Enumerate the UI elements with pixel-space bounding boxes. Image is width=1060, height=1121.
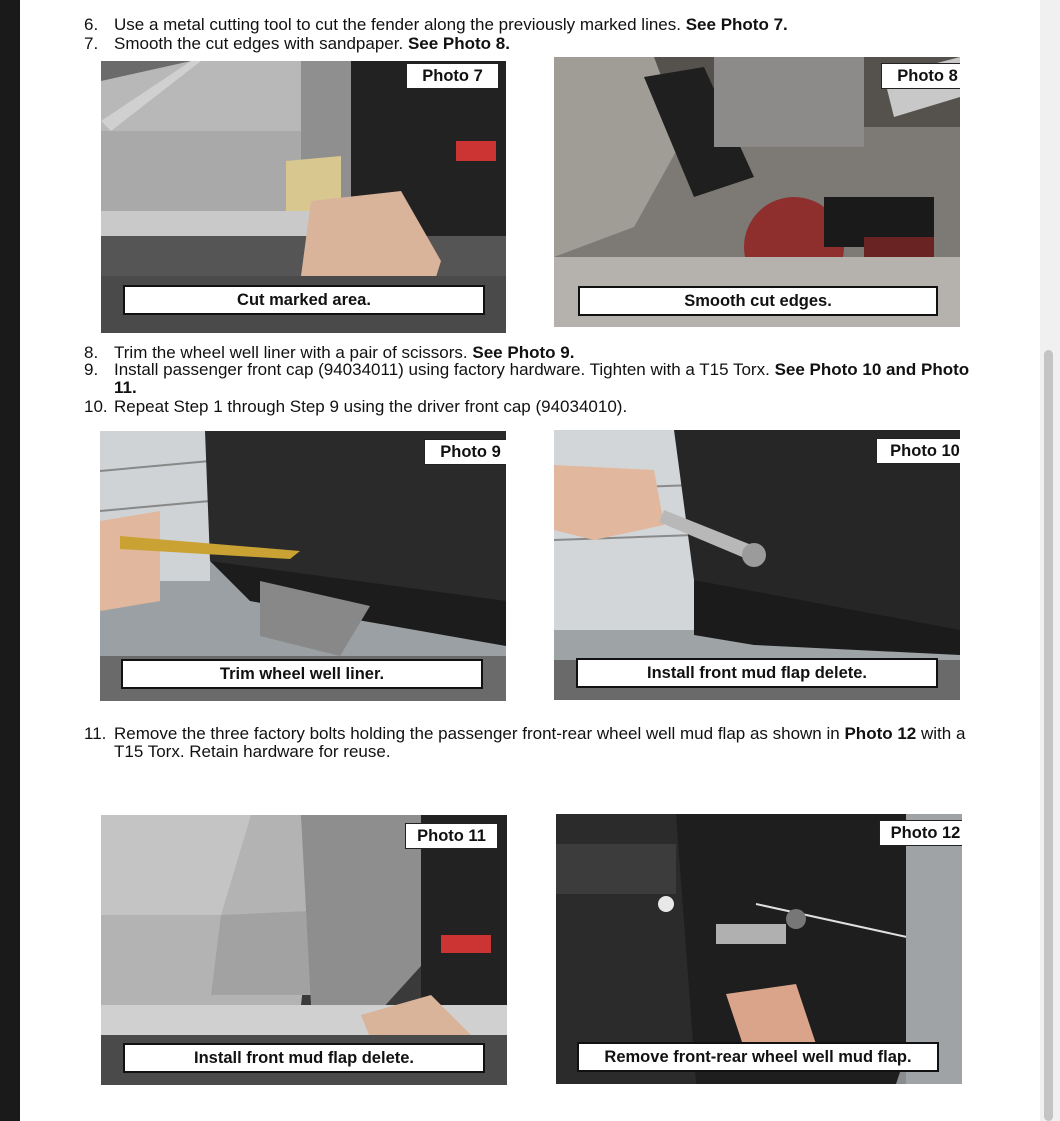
step-number: 8.: [84, 343, 99, 362]
photo-reference: Photo 12: [844, 724, 917, 743]
photo-7-caption: Cut marked area.: [123, 285, 485, 315]
photo-reference: See Photo 8.: [407, 34, 510, 53]
photo-9: [100, 431, 506, 701]
photo-reference: See Photo 9.: [472, 343, 575, 362]
step-number: 7.: [84, 34, 99, 53]
step-text-cont: with a: [921, 724, 966, 743]
step-text: Remove the three factory bolts holding the passenger front-rear wheel well mud flap as shown in: [114, 724, 840, 743]
step-9-continued: [114, 379, 137, 397]
photo-8-caption: Smooth cut edges.: [578, 286, 938, 316]
photo-reference: See Photo 10 and Photo: [774, 360, 970, 379]
photo-10-tag: Photo 10: [876, 438, 960, 464]
photo-12-tag: Photo 12: [879, 820, 962, 846]
photo-reference-cont: 11.: [114, 378, 137, 397]
photo-11-caption: Install front mud flap delete.: [123, 1043, 485, 1073]
photo-10: [554, 430, 960, 700]
photo-7: [101, 61, 506, 333]
step-number: 9.: [84, 360, 99, 379]
scrollbar-thumb[interactable]: [1044, 350, 1053, 1121]
photo-8-tag: Photo 8: [881, 63, 960, 89]
photo-12-caption: Remove front-rear wheel well mud flap.: [577, 1042, 939, 1072]
photo-11: [101, 815, 507, 1085]
step-11-continued: [114, 743, 391, 761]
step-text: Repeat Step 1 through Step 9 using the driver front cap (94034010).: [114, 397, 628, 416]
photo-8: [554, 57, 960, 327]
step-text: Install passenger front cap (94034011) using factory hardware. Tighten with a T15 Torx.: [114, 360, 770, 379]
step-text: Use a metal cutting tool to cut the fender along the previously marked lines.: [114, 15, 681, 34]
step-text: Trim the wheel well liner with a pair of scissors.: [114, 343, 468, 362]
step-text: Smooth the cut edges with sandpaper.: [114, 34, 404, 53]
step-number: 6.: [84, 15, 99, 34]
photo-11-tag: Photo 11: [405, 823, 498, 849]
photo-9-caption: Trim wheel well liner.: [121, 659, 483, 689]
step-number: 10.: [84, 397, 108, 416]
step-number: 11.: [84, 724, 107, 743]
photo-12: [556, 814, 962, 1084]
photo-reference: See Photo 7.: [685, 15, 788, 34]
photo-7-tag: Photo 7: [406, 63, 499, 89]
document-page: [20, 0, 1040, 1121]
step-text-line2: T15 Torx. Retain hardware for reuse.: [114, 742, 391, 761]
photo-10-caption: Install front mud flap delete.: [576, 658, 938, 688]
photo-9-tag: Photo 9: [424, 439, 506, 465]
